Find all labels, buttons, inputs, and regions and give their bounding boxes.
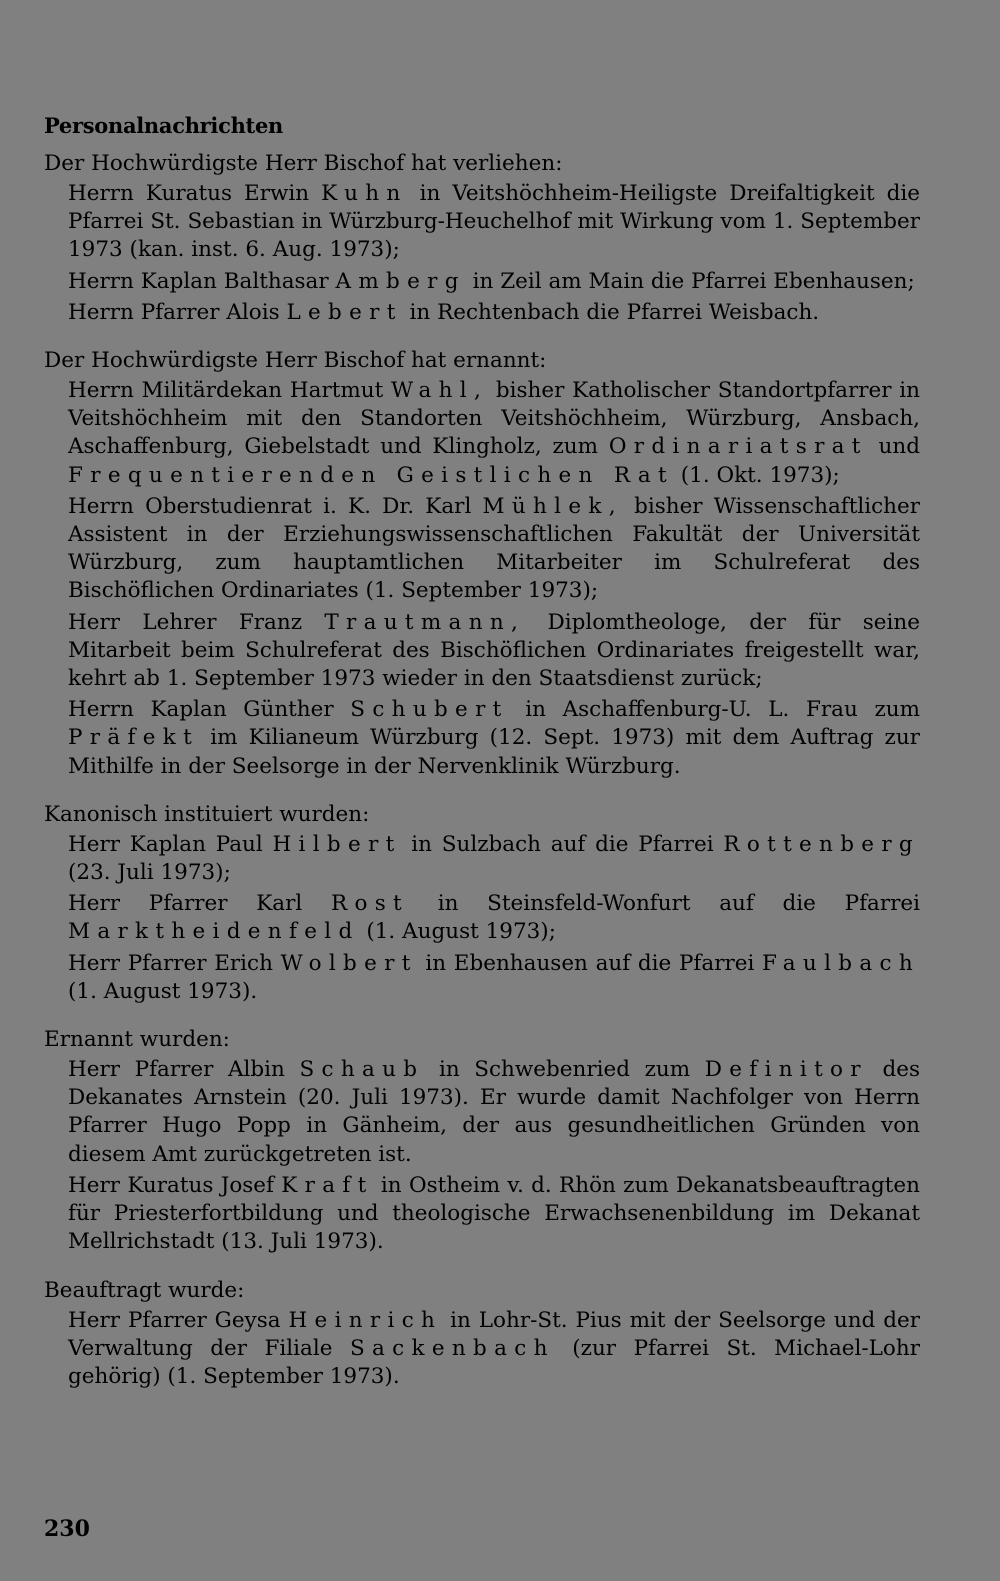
person-name: Hilbert	[272, 831, 402, 857]
title-name: Definitor	[704, 1057, 868, 1083]
entry-wahl	[68, 377, 920, 490]
entry-kraft	[68, 1172, 920, 1257]
section-ernannt-wurden	[44, 1026, 920, 1256]
entry-hilbert	[68, 831, 920, 887]
section-title: Der Hochwürdigste Herr Bischof hat verliehen:	[44, 151, 563, 176]
entry-text: in Rechtenbach die Pfarrei Weisbach.	[402, 299, 820, 325]
entry-text: Herrn Kaplan Günther	[68, 697, 351, 723]
section-title: Kanonisch instituiert wurden:	[44, 801, 370, 827]
entry-text: Herr Pfarrer Albin	[68, 1057, 300, 1083]
parish-name: Marktheidenfeld	[68, 919, 360, 945]
entry-text: Herrn Oberstudienrat i. K. Dr. Karl	[68, 493, 483, 519]
entry-schaub	[68, 1056, 920, 1169]
entry-text: Herrn Pfarrer Alois	[68, 299, 287, 325]
person-name: Amberg	[335, 268, 466, 294]
title-name: Präfekt	[68, 725, 200, 751]
entry-text: im Kilianeum Würzburg (12. Sept. 1973) mit dem Auftrag zur Mithilfe in der Seelsorge in der Nervenklinik Würzburg.	[68, 725, 920, 779]
section-title: Der Hochwürdigste Herr Bischof hat ernannt:	[44, 348, 547, 374]
person-name: Rost	[330, 891, 409, 917]
entry-text: in Ebenhausen auf die Pfarrei	[417, 950, 763, 976]
entry-text: in Aschaffenburg-U. L. Frau zum	[508, 697, 921, 723]
entry-rost	[68, 890, 920, 946]
entry-text: (23. Juli 1973);	[68, 860, 231, 886]
entry-text: Herr Pfarrer Karl	[68, 891, 331, 917]
section-beauftragt	[44, 1277, 920, 1392]
person-name: Mühlek,	[482, 493, 623, 519]
entry-text: und	[867, 434, 920, 460]
entry-text: Herrn Kaplan Balthasar	[68, 268, 336, 294]
entry-amberg	[68, 268, 920, 296]
entry-text: in Schwebenried zum	[424, 1057, 705, 1083]
person-name: Heinrich	[288, 1307, 443, 1333]
page-number: 230	[44, 1516, 90, 1542]
section-ernannt	[44, 347, 920, 781]
document-page	[44, 112, 920, 1411]
section-title: Beauftragt wurde:	[44, 1277, 245, 1303]
entry-text: (zur Pfarrei St. Michael-Lohr gehörig) (1. September 1973).	[68, 1335, 920, 1389]
section-title: Ernannt wurden:	[44, 1027, 230, 1053]
entry-text: des Dekanates Arnstein (20. Juli 1973). Er wurde damit Nachfolger von Herrn Pfarrer Hugo Popp in Gänheim, der aus gesundheitlichen Gründen von diesem Amt zurückgetreten ist.	[68, 1057, 920, 1167]
person-name: Lebert	[286, 299, 403, 325]
title-name: Ordinariatsrat	[608, 434, 868, 460]
parish-name: Faulbach	[762, 950, 920, 976]
entry-text: Herr Kaplan Paul	[68, 831, 273, 857]
section-instituiert	[44, 801, 920, 1006]
entry-text: in Veitshöchheim-Heiligste Dreifaltigkeit die Pfarrei St. Sebastian in Würzburg-Heuchelhof mit Wirkung vom 1. September 1973 (kan. inst. 6. Aug. 1973);	[68, 181, 920, 263]
entry-schubert	[68, 696, 920, 781]
section-verliehen	[44, 150, 920, 327]
entry-text: (1. Okt. 1973);	[673, 462, 840, 488]
title-name: Frequentierenden Geistlichen Rat	[68, 462, 674, 488]
person-name: Schaub	[299, 1057, 425, 1083]
entry-text: (1. August 1973);	[359, 919, 556, 945]
person-name: Wahl,	[390, 378, 489, 404]
entry-text: in Ostheim v. d. Rhön zum Dekanatsbeauftragten für Priesterfortbildung und theologische Erwachsenenbildung im Dekanat Mellrichstadt (13. Juli 1973).	[68, 1172, 920, 1255]
entry-text: Herr Kuratus Josef	[68, 1172, 282, 1198]
parish-name: Rottenberg	[723, 831, 920, 857]
person-name: Kuhn	[321, 181, 408, 206]
entry-text: bisher Wissenschaftlicher Assistent in der Erziehungswissenschaftlichen Fakultät der Universität Würzburg, zum hauptamtlichen Mitarbeiter im Schulreferat des Bischöflichen Ordinariates (1. September 1973);	[68, 493, 920, 604]
entry-muehlek	[68, 493, 920, 606]
entry-text: Herrn Kuratus Erwin	[68, 181, 322, 206]
entry-trautmann	[68, 609, 920, 694]
entry-text: Diplomtheologe, der für seine Mitarbeit beim Schulreferat des Bischöflichen Ordinariates freigestellt war, kehrt ab 1. September 1973 wieder in den Staatsdienst zurück;	[68, 609, 920, 692]
person-name: Wolbert	[280, 950, 418, 976]
entry-kuhn	[68, 180, 920, 265]
entry-text: in Steinsfeld-Wonfurt auf die Pfarrei	[409, 891, 920, 917]
entry-text: Herrn Militärdekan Hartmut	[68, 378, 391, 404]
entry-text: Herr Pfarrer Erich	[68, 950, 281, 976]
page-heading: Personalnachrichten	[44, 113, 283, 138]
entry-heinrich	[68, 1307, 920, 1392]
person-name: Schubert	[350, 697, 509, 723]
person-name: Kraft	[281, 1172, 374, 1198]
person-name: Trautmann,	[324, 609, 526, 635]
entry-text: in Sulzbach auf die Pfarrei	[401, 831, 724, 857]
entry-text: Herr Pfarrer Geysa	[68, 1307, 289, 1333]
parish-name: Sackenbach	[349, 1335, 555, 1361]
entry-text: Herr Lehrer Franz	[68, 609, 325, 635]
entry-text: (1. August 1973).	[68, 978, 258, 1004]
entry-text: bisher Katholischer Standortpfarrer in Veitshöchheim mit den Standorten Veitshöchheim, Würzburg, Ansbach, Aschaffenburg, Giebelstadt und Klingholz, zum	[68, 378, 920, 460]
entry-text: in Lohr-St. Pius mit der Seelsorge und der Verwaltung der Filiale	[68, 1307, 920, 1361]
entry-text: in Zeil am Main die Pfarrei Ebenhausen;	[465, 268, 915, 294]
entry-lebert	[68, 299, 920, 327]
entry-wolbert	[68, 950, 920, 1006]
